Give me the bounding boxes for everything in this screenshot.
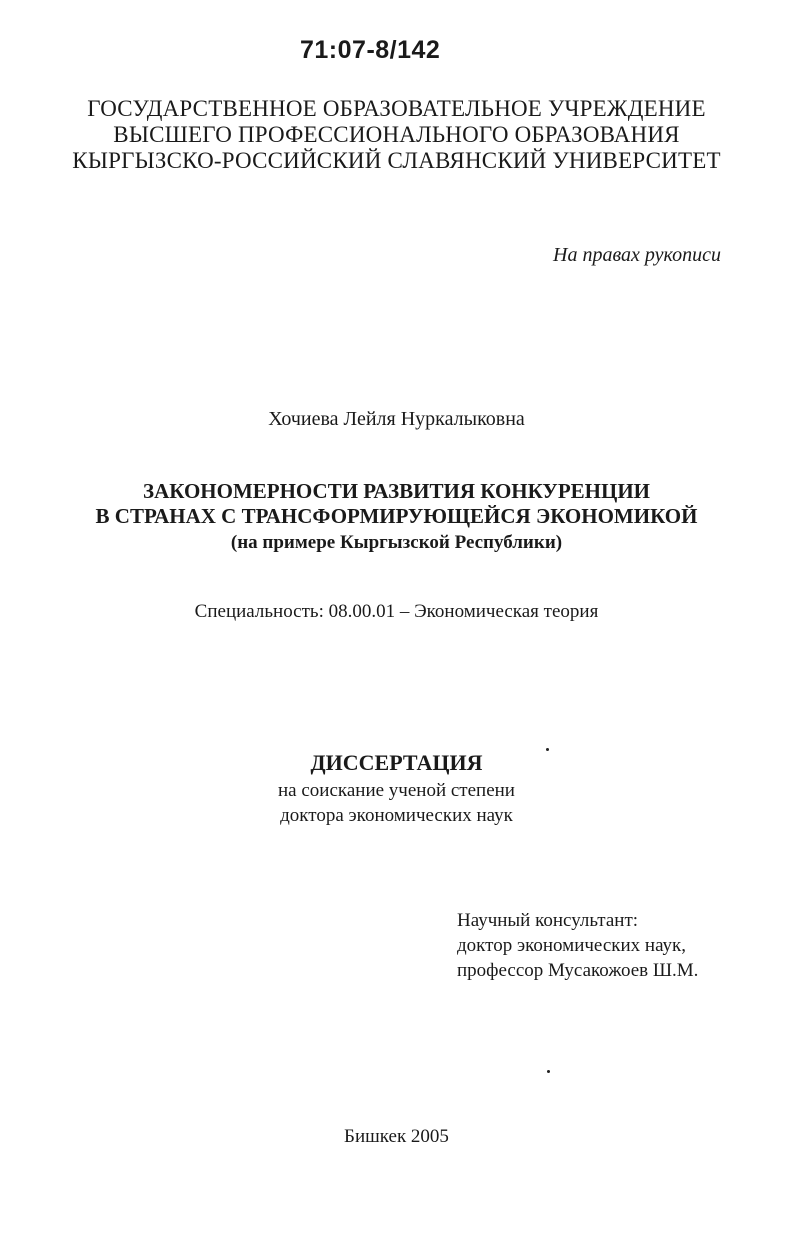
place-and-year: Бишкек 2005: [344, 1126, 449, 1147]
scan-speck: [547, 1070, 550, 1073]
consultant-block: [457, 908, 698, 983]
degree-block: [0, 778, 793, 828]
institution-line-1: ГОСУДАРСТВЕННОЕ ОБРАЗОВАТЕЛЬНОЕ УЧРЕЖДЕНИЕ: [87, 96, 706, 121]
specialty: Специальность: 08.00.01 – Экономическая теория: [194, 601, 599, 622]
institution-line-2: ВЫСШЕГО ПРОФЕССИОНАЛЬНОГО ОБРАЗОВАНИЯ: [113, 122, 680, 147]
consultant-label: Научный консультант:: [457, 910, 639, 931]
institution-line-3: КЫРГЫЗСКО-РОССИЙСКИЙ СЛАВЯНСКИЙ УНИВЕРСИТЕТ: [72, 148, 721, 173]
manuscript-note: На правах рукописи: [553, 244, 721, 266]
degree-line-2: доктора экономических наук: [280, 805, 513, 826]
author-name: Хочиева Лейля Нуркалыковна: [268, 408, 525, 430]
consultant-degree: доктор экономических наук,: [457, 935, 687, 956]
dissertation-title: [0, 479, 793, 529]
title-line-1: ЗАКОНОМЕРНОСТИ РАЗВИТИЯ КОНКУРЕНЦИИ: [142, 479, 651, 503]
document-type-label: ДИССЕРТАЦИЯ: [310, 750, 483, 775]
degree-line-1: на соискание ученой степени: [278, 780, 515, 801]
institution-block: [0, 96, 793, 174]
title-line-2: В СТРАНАХ С ТРАНСФОРМИРУЮЩЕЙСЯ ЭКОНОМИКОЙ: [95, 504, 698, 528]
shelf-mark: 71:07-8/142: [300, 36, 441, 64]
title-subtitle: (на примере Кыргызской Республики): [230, 532, 563, 553]
consultant-name: профессор Мусакожоев Ш.М.: [457, 960, 699, 981]
